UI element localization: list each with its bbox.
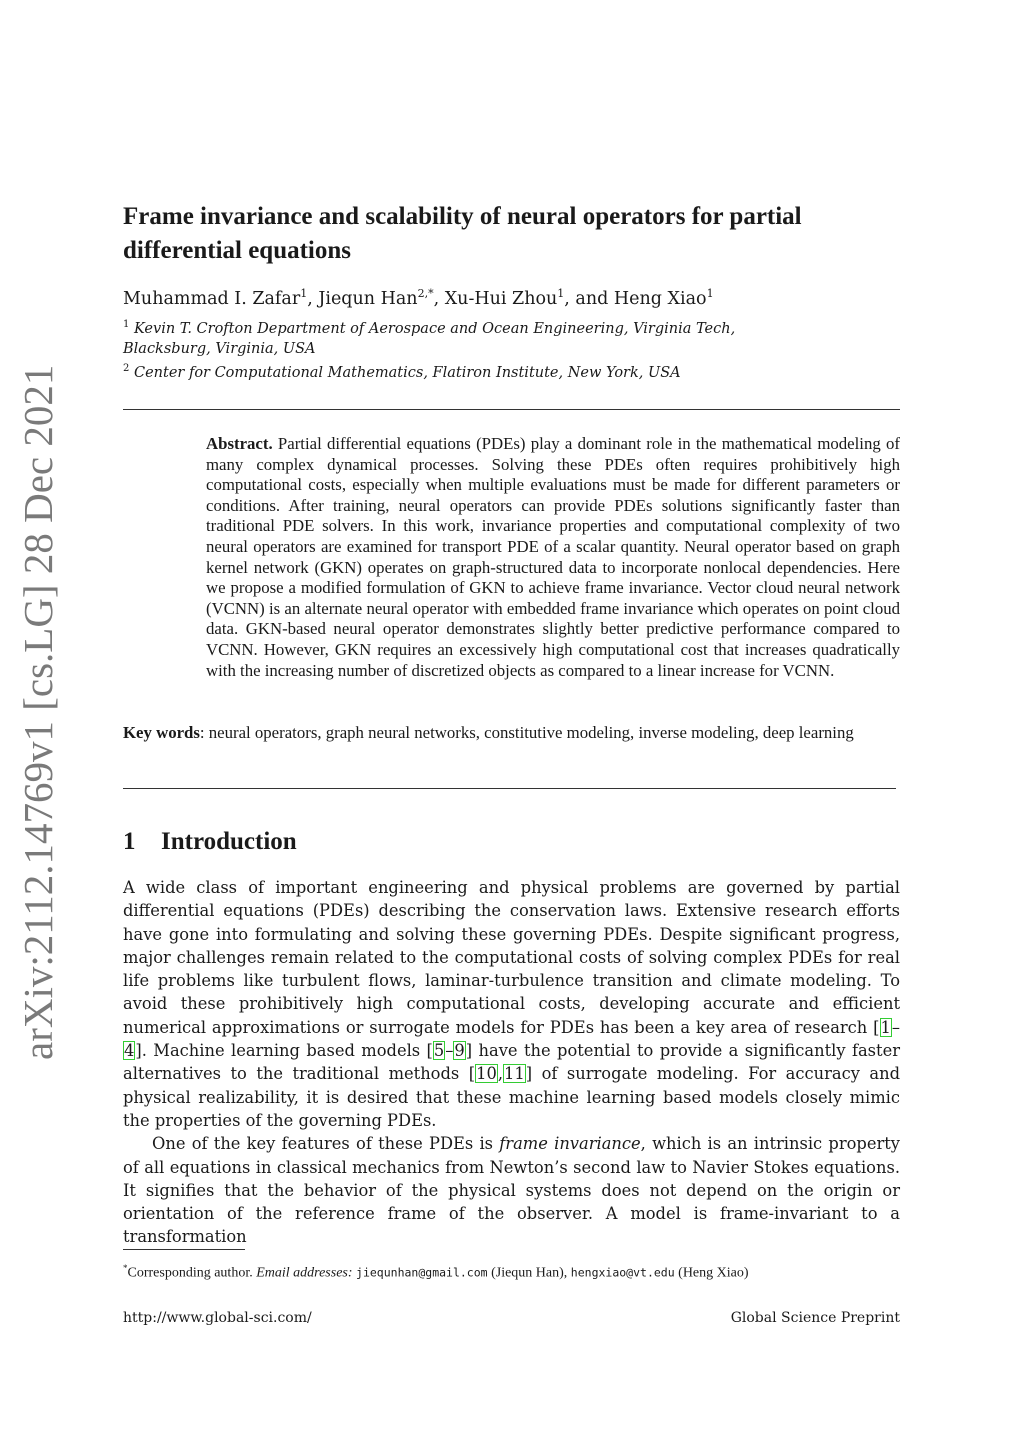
- citation-link[interactable]: 10: [476, 1064, 497, 1084]
- author-list: [123, 282, 903, 311]
- footnote-name: (Heng Xiao): [678, 1265, 749, 1281]
- author-separator: ,: [433, 288, 445, 309]
- author-affil-mark: 1: [557, 287, 565, 300]
- keywords-label: Key words: [123, 723, 200, 742]
- author-separator: ,: [307, 288, 319, 309]
- footnote-rule: [123, 1249, 245, 1250]
- citation-link[interactable]: 4: [124, 1041, 135, 1061]
- paragraph-text: One of the key features of these PDEs is: [152, 1134, 500, 1154]
- abstract-bottom-rule: [123, 788, 896, 789]
- author-affil-mark: 2,*: [417, 287, 434, 300]
- paragraph: [123, 1132, 900, 1248]
- footnote-name: (Jiequn Han),: [491, 1265, 568, 1281]
- affiliation-number: 2: [123, 362, 130, 374]
- affiliation: [123, 315, 763, 359]
- abstract-top-rule: [123, 409, 900, 410]
- keywords-text: neural operators, graph neural networks, constitutive modeling, inverse modeling, deep learning: [208, 723, 854, 742]
- arxiv-stamp: arXiv:2112.14769v1 [cs.LG] 28 Dec 2021: [15, 364, 61, 1060]
- section-number: 1: [123, 828, 136, 855]
- affiliation-text: Center for Computational Mathematics, Flatiron Institute, New York, USA: [133, 364, 681, 381]
- footnote-marker: *: [123, 1263, 128, 1273]
- author-affil-mark: 1: [300, 287, 308, 300]
- author-affil-mark: 1: [706, 287, 714, 300]
- emphasis: frame invariance: [499, 1134, 641, 1154]
- paper-title: Frame invariance and scalability of neural operators for partial differential equations: [123, 203, 802, 264]
- email-link[interactable]: jiequnhan@gmail.com: [356, 1265, 488, 1280]
- paragraph: A wide class of important engineering and physical problems are governed by partial differential equations (PDEs) describing the conservation laws. Extensive research efforts have gone into formulating and solving these governing PDEs. Despite significant progress, major challenges remain related to the computational costs of solving complex PDEs for real life problems like turbulent flows, laminar-turbulence transition and climate modeling. To avoid these prohibitively high computational costs, developing accurate and efficient numerical approximations or surrogate models for PDEs has been a key area of research [1–4]. Machine learning based models [5–9] have the potential to provide a significantly faster alternatives to the traditional methods [10,11] of surrogate modeling. For accuracy and physical realizability, it is desired that these machine learning based models closely mimic the properties of the governing PDEs.: [123, 878, 900, 1130]
- citation-link[interactable]: 11: [504, 1064, 525, 1084]
- paragraph-text: ] of surrogate modeling. For accuracy and physical realizability, it is desired that these machine learning based models closely mimic the properties of the governing PDEs.: [123, 1064, 900, 1130]
- footnote-email-label: Email addresses:: [256, 1265, 353, 1281]
- author-name: Heng Xiao: [613, 288, 707, 309]
- citation-link[interactable]: 5: [433, 1041, 445, 1061]
- affiliation-text: Kevin T. Crofton Department of Aerospace and Ocean Engineering, Virginia Tech, Blacksburg, Virginia, USA: [123, 320, 736, 357]
- author-name: Xu-Hui Zhou: [444, 288, 558, 309]
- paragraph-text: , which is an intrinsic property of all equations in classical mechanics from Newton’s second law to Navier Stokes equations. It signifies that the behavior of the physical systems does not depend on the origin or orientation of the reference frame of the observer. A model is frame-invariant to a transformation: [123, 1134, 900, 1247]
- paragraph-text: A wide class of important engineering and physical problems are governed by partial differential equations (PDEs) describing the conservation laws. Extensive research efforts have gone into formulating and solving these governing PDEs. Despite significant progress, major challenges remain related to the computational costs of solving complex PDEs for real life problems like turbulent flows, laminar-turbulence transition and climate modeling. To avoid these prohibitively high computational costs, developing accurate and efficient numerical approximations or surrogate models for PDEs has been a key area of research [: [123, 878, 900, 1037]
- citation-link[interactable]: 1: [880, 1017, 891, 1037]
- abstract-text: Partial differential equations (PDEs) play a dominant role in the mathematical modeling of many complex dynamical processes. Solving these PDEs often requires prohibitively high computational costs, especially when multiple evaluations must be made for different parameters or conditions. After training, neural operators can provide PDEs solutions significantly faster than traditional PDE solvers. In this work, invariance properties and computational complexity of two neural operators are examined for transport PDE of a scalar quantity. Neural operator based on graph kernel network (GKN) operates on graph-structured data to incorporate nonlocal dependencies. Here we propose a modified formulation of GKN to achieve frame invariance. Vector cloud neural network (VCNN) is an alternate neural operator with embedded frame invariance which operates on point cloud data. GKN-based neural operator demonstrates slightly better predictive performance compared to VCNN. However, GKN requires an excessively high computational cost that increases quadratically with the increasing number of discretized objects as compared to a linear increase for VCNN.: [206, 434, 900, 680]
- footnote-label: Corresponding author.: [127, 1265, 253, 1281]
- email-link[interactable]: hengxiao@vt.edu: [570, 1265, 675, 1280]
- author-name: Muhammad I. Zafar: [123, 288, 301, 309]
- footer-journal: Global Science Preprint: [730, 1310, 900, 1326]
- citation-link[interactable]: 9: [454, 1041, 465, 1061]
- keywords: Key words: neural operators, graph neural networks, constitutive modeling, inverse modeling, deep learning: [123, 723, 854, 742]
- affiliation: [123, 359, 763, 383]
- section-heading: [123, 827, 723, 857]
- abstract-label: Abstract.: [206, 434, 273, 453]
- affiliations: [123, 315, 763, 383]
- section-title: Introduction: [161, 828, 297, 855]
- author-name: Jiequn Han: [318, 288, 418, 309]
- paragraph-text: ]. Machine learning based models [: [135, 1041, 433, 1061]
- footnote: [123, 1259, 913, 1283]
- abstract: [206, 434, 900, 681]
- footer-url[interactable]: http://www.global-sci.com/: [123, 1310, 312, 1326]
- paragraph-text: ] have the potential to provide a significantly faster alternatives to the traditional methods [: [123, 1041, 900, 1084]
- introduction-body: [123, 876, 900, 1249]
- author-separator: , and: [564, 288, 614, 309]
- affiliation-number: 1: [123, 319, 130, 330]
